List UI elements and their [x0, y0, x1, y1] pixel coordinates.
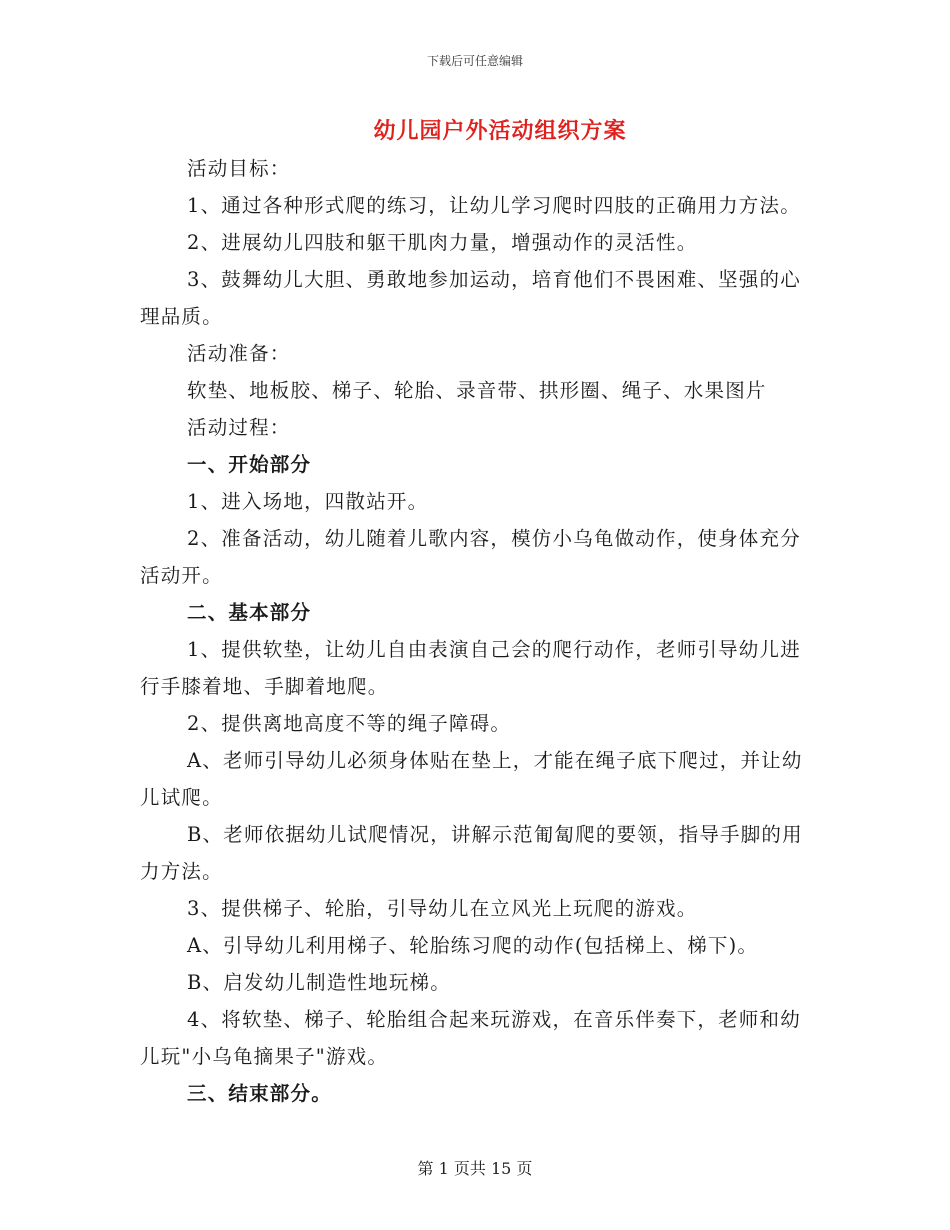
paragraph-basic-3a: A、引导幼儿利用梯子、轮胎练习爬的动作(包括梯上、梯下)。: [187, 934, 759, 957]
section-heading-start: 一、开始部分: [187, 453, 312, 476]
page-header: 下载后可任意编辑: [426, 54, 523, 68]
paragraph-goal-3: 3、鼓舞幼儿大胆、勇敢地参加运动，培育他们不畏困难、坚强的心理品质。: [140, 268, 801, 328]
section-heading-end: 三、结束部分。: [187, 1082, 332, 1105]
paragraph-basic-2a: A、老师引导幼儿必须身体贴在垫上，才能在绳子底下爬过，并让幼儿试爬。: [140, 749, 803, 809]
paragraph-process-heading: 活动过程：: [187, 416, 291, 439]
paragraph-preparation-items: 软垫、地板胶、梯子、轮胎、录音带、拱形圈、绳子、水果图片: [187, 379, 767, 402]
paragraph-start-2: 2、准备活动，幼儿随着儿歌内容，模仿小乌龟做动作，使身体充分活动开。: [140, 527, 801, 587]
paragraph-basic-2: 2、提供离地高度不等的绳子障碍。: [187, 712, 512, 735]
paragraph-start-1: 1、进入场地，四散站开。: [187, 490, 429, 513]
paragraph-goal-2: 2、进展幼儿四肢和躯干肌肉力量，增强动作的灵活性。: [187, 231, 698, 254]
section-heading-basic: 二、基本部分: [187, 601, 312, 624]
paragraph-basic-1: 1、提供软垫，让幼儿自由表演自己会的爬行动作，老师引导幼儿进行手膝着地、手脚着地爬。: [140, 638, 801, 698]
paragraph-goals-heading: 活动目标：: [187, 157, 291, 180]
paragraph-basic-3b: B、启发幼儿制造性地玩梯。: [187, 971, 451, 994]
paragraph-preparation-heading: 活动准备：: [187, 342, 291, 365]
document-body: [140, 150, 812, 1112]
paragraph-goal-1: 1、通过各种形式爬的练习，让幼儿学习爬时四肢的正确用力方法。: [187, 194, 801, 217]
paragraph-basic-2b: B、老师依据幼儿试爬情况，讲解示范匍匐爬的要领，指导手脚的用力方法。: [140, 823, 803, 883]
page-footer: 第 1 页共 15 页: [417, 1159, 533, 1178]
paragraph-basic-4: 4、将软垫、梯子、轮胎组合起来玩游戏，在音乐伴奏下，老师和幼儿玩"小乌龟摘果子"游戏。: [140, 1008, 801, 1068]
document-title: 幼儿园户外活动组织方案: [373, 118, 627, 144]
paragraph-basic-3: 3、提供梯子、轮胎，引导幼儿在立风光上玩爬的游戏。: [187, 897, 698, 920]
